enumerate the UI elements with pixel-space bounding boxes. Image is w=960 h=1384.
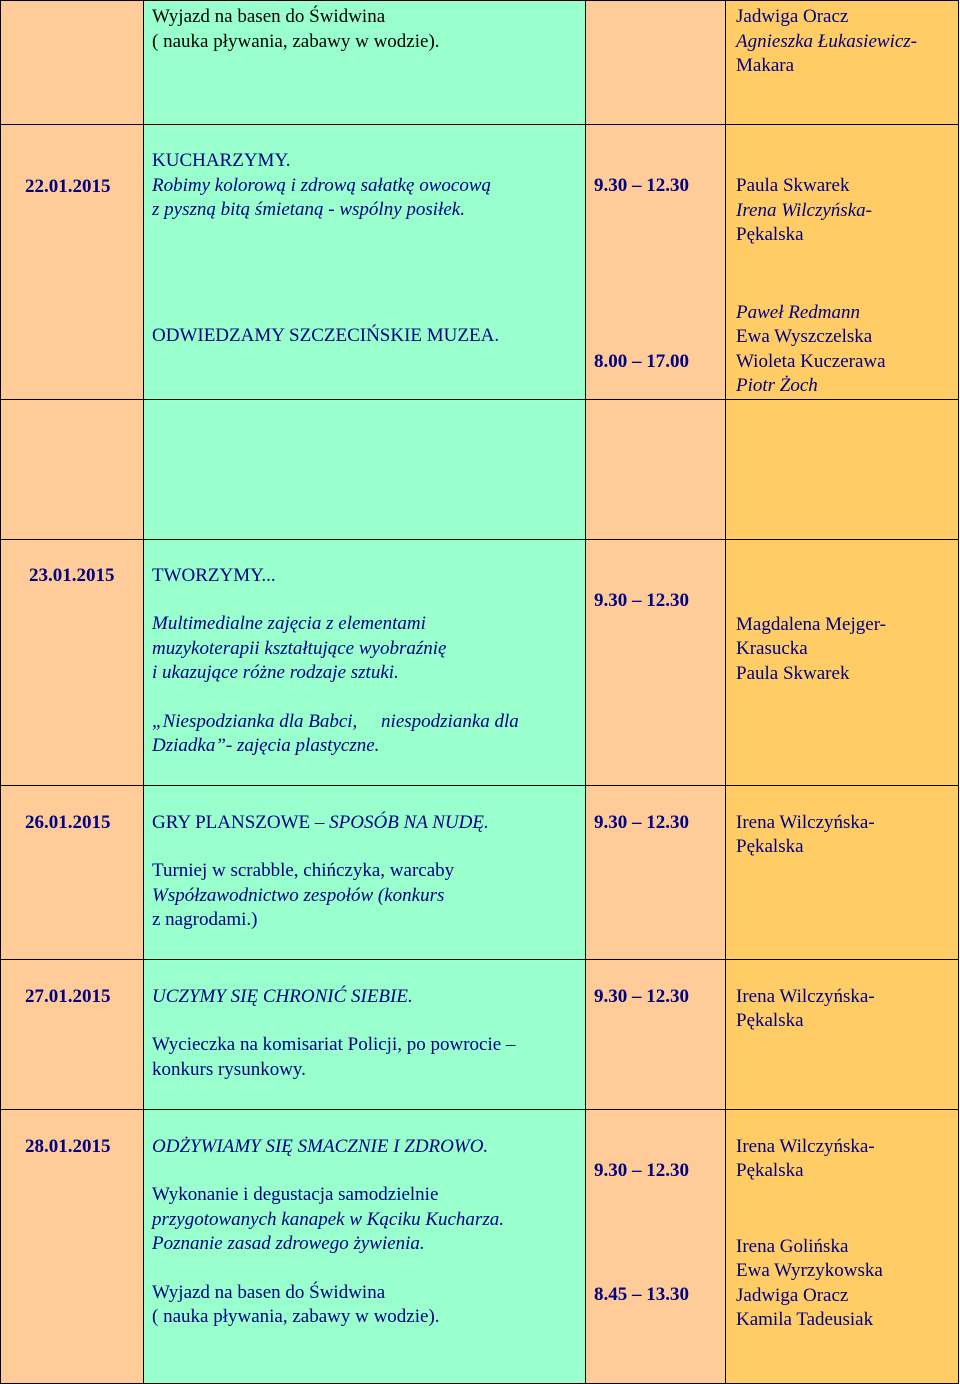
person-name: Irena Wilczyńska- <box>736 199 872 221</box>
persons-cell <box>726 125 959 400</box>
persons-cell <box>726 785 959 959</box>
person-name: Paweł Redmann <box>736 301 861 323</box>
date-cell <box>1 1109 144 1383</box>
activity-cell <box>144 1109 586 1383</box>
activity-title: UCZYMY SIĘ CHRONIĆ SIEBIE. <box>152 985 413 1007</box>
activity-line: Wyjazd na basen do Świdwina <box>152 6 386 27</box>
activity-line: Wyjazd na basen do Świdwina <box>152 1281 386 1303</box>
date-cell <box>1 785 144 959</box>
person-name: Paula Skwarek <box>736 175 850 196</box>
person-name: Irena Wilczyńska- <box>736 811 875 833</box>
activity-line: ( nauka pływania, zabawy w wodzie). <box>152 30 440 52</box>
person-name: Pękalska <box>736 1160 804 1181</box>
person-name: Pękalska <box>736 836 804 857</box>
date-text: 22.01.2015 <box>25 176 111 197</box>
table-row <box>1 539 959 785</box>
activity-line: przygotowanych kanapek w Kąciku Kucharza. <box>152 1208 504 1230</box>
persons-cell <box>726 399 959 539</box>
person-name: Makara <box>736 55 795 76</box>
activity-line: muzykoterapii kształtujące wyobraźnię <box>152 637 447 659</box>
activity-line: Multimedialne zajęcia z elementami <box>152 613 426 634</box>
activity-line: Wykonanie i degustacja samodzielnie <box>152 1184 439 1205</box>
activity-line: Poznanie zasad zdrowego żywienia. <box>152 1233 425 1254</box>
time-cell <box>586 785 726 959</box>
date-cell <box>1 125 144 400</box>
activity-title: TWORZYMY... <box>152 564 276 586</box>
person-name: Paula Skwarek <box>736 662 850 684</box>
table-row <box>1 1 959 125</box>
time-range: 9.30 – 12.30 <box>594 811 689 833</box>
time-range: 8.00 – 17.00 <box>594 350 689 372</box>
person-name: Ewa Wyrzykowska <box>736 1260 883 1281</box>
time-range: 9.30 – 12.30 <box>594 985 689 1007</box>
person-name: Irena Golińska <box>736 1235 849 1257</box>
time-cell <box>586 539 726 785</box>
activity-title: GRY PLANSZOWE – <box>152 811 330 833</box>
person-name: Ewa Wyszczelska <box>736 326 873 347</box>
table-row <box>1 1109 959 1383</box>
time-range: 9.30 – 12.30 <box>594 175 689 196</box>
table-row <box>1 959 959 1109</box>
person-name: Pękalska <box>736 224 804 245</box>
time-range: 9.30 – 12.30 <box>594 1159 689 1181</box>
activity-line: Dziadka”- zajęcia plastyczne. <box>152 735 380 756</box>
persons-cell <box>726 959 959 1109</box>
date-cell <box>1 959 144 1109</box>
activity-line: Turniej w scrabble, chińczyka, warcaby <box>152 860 455 881</box>
activity-line: Robimy kolorową i zdrową sałatkę owocową <box>152 174 491 196</box>
person-name: Irena Wilczyńska- <box>736 1135 875 1157</box>
person-name: Piotr Żoch <box>736 375 818 396</box>
time-cell <box>586 125 726 400</box>
activity-cell <box>144 125 586 400</box>
persons-cell <box>726 1109 959 1383</box>
table-row <box>1 785 959 959</box>
date-cell <box>1 539 144 785</box>
time-cell <box>586 399 726 539</box>
activity-line: konkurs rysunkowy. <box>152 1058 306 1080</box>
date-text: 26.01.2015 <box>25 811 111 833</box>
table-row <box>1 399 959 539</box>
activity-line: Współzawodnictwo zespołów (konkurs <box>152 884 445 906</box>
persons-cell <box>726 539 959 785</box>
date-cell <box>1 1 144 125</box>
time-cell <box>586 1 726 125</box>
persons-cell <box>726 1 959 125</box>
activity-cell <box>144 959 586 1109</box>
activity-line: Wycieczka na komisariat Policji, po powrocie – <box>152 1034 516 1055</box>
time-cell <box>586 959 726 1109</box>
date-text: 28.01.2015 <box>25 1135 111 1157</box>
date-text: 27.01.2015 <box>25 985 111 1007</box>
activity-title: ODŻYWIAMY SIĘ SMACZNIE I ZDROWO. <box>152 1135 489 1157</box>
person-name: Irena Wilczyńska- <box>736 985 875 1007</box>
person-name: Wioleta Kuczerawa <box>736 350 886 372</box>
person-name: Pękalska <box>736 1010 804 1031</box>
activity-line: ( nauka pływania, zabawy w wodzie). <box>152 1306 440 1327</box>
time-range: 8.45 – 13.30 <box>594 1284 689 1305</box>
activity-cell <box>144 539 586 785</box>
person-name: Agnieszka Łukasiewicz- <box>736 30 918 52</box>
activity-title: ODWIEDZAMY SZCZECIŃSKIE MUZEA. <box>152 324 500 346</box>
person-name: Kamila Tadeusiak <box>736 1309 874 1330</box>
person-name: Jadwiga Oracz <box>736 1284 849 1306</box>
person-name: Jadwiga Oracz <box>736 6 849 27</box>
activity-line: i ukazujące różne rodzaje sztuki. <box>152 662 399 683</box>
activity-line: z pyszną bitą śmietaną - wspólny posiłek. <box>152 199 465 220</box>
activity-line: z nagrodami.) <box>152 909 258 930</box>
person-name: Magdalena Mejger- <box>736 613 886 635</box>
activity-line: „Niespodzianka dla Babci, niespodzianka dla <box>152 710 519 732</box>
time-cell <box>586 1109 726 1383</box>
date-text: 23.01.2015 <box>29 564 115 586</box>
table-row <box>1 125 959 400</box>
date-cell <box>1 399 144 539</box>
activity-cell <box>144 1 586 125</box>
time-range: 9.30 – 12.30 <box>594 589 689 611</box>
activity-title: KUCHARZYMY. <box>152 150 291 171</box>
activity-title-italic: SPOSÓB NA NUDĘ. <box>329 811 489 833</box>
person-name: Krasucka <box>736 638 808 659</box>
activity-cell <box>144 399 586 539</box>
activity-cell <box>144 785 586 959</box>
